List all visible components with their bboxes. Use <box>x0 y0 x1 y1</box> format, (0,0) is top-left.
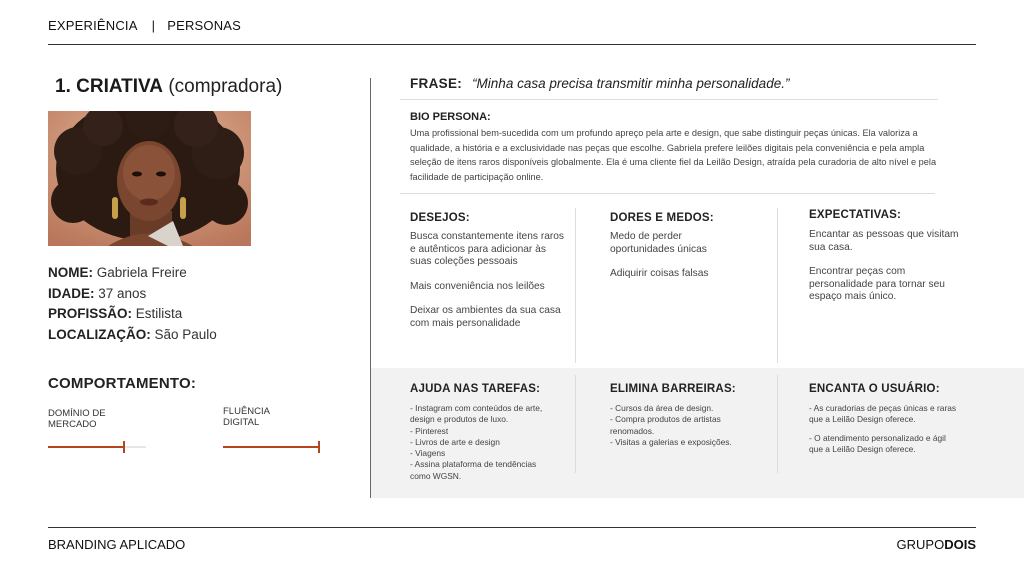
list-item: - O atendimento personalizado e ágil que a Leilão Design oferece. <box>809 432 946 454</box>
skill-bar-digital <box>223 446 320 448</box>
desejos-title: DESEJOS: <box>410 212 470 224</box>
behavior-title: COMPORTAMENTO: <box>48 375 197 392</box>
list-item: - Visitas a galerias e exposições. <box>610 436 732 447</box>
list-item: - Compra produtos de artistas renomados. <box>610 414 721 436</box>
persona-title: 1. CRIATIVA (compradora) <box>55 76 283 97</box>
divider <box>400 99 938 100</box>
column-divider <box>777 208 778 363</box>
brand-logo: GRUPODOIS <box>896 537 976 552</box>
list-item: - Viagens <box>410 448 446 459</box>
list-item: Encantar as pessoas que visitam sua casa. <box>809 229 959 253</box>
frase-quote: “Minha casa precisa transmitir minha personalidade.” <box>472 76 790 91</box>
persona-info <box>48 263 217 345</box>
list-item: - Pinterest <box>410 425 449 436</box>
bio-text: Uma profissional bem-sucedida com um profundo apreço pela arte e design, que sabe distinguir peças únicas. Ela valoriza a qualidade, a história e a exclusividade nas peças que escolhe. Gabriela prefere leilões digitais pela conveniência e pela ampla seleção de itens raros disponíveis globalmente. Ela é uma cliente fiel da Leilão Design, atraída pela curadoria de alto nível e pela facilidade de participação online. <box>410 128 937 182</box>
skill-bar-mercado <box>48 446 146 448</box>
skill-bar-fill <box>223 446 320 448</box>
header <box>48 18 241 33</box>
list-item: Busca constantemente itens raros e autênticos para adicionar às suas coleções pessoais <box>410 231 565 267</box>
skill-bar-fill <box>48 446 125 448</box>
dores-title: DORES E MEDOS: <box>610 212 714 224</box>
footer-rule <box>48 527 976 528</box>
encanta-title: ENCANTA O USUÁRIO: <box>809 383 940 395</box>
column-divider <box>575 375 576 473</box>
frase-label: FRASE: <box>410 76 463 91</box>
column-divider <box>575 208 576 363</box>
skill-bar-marker <box>123 441 125 453</box>
list-item: - Instagram com conteúdos de arte, design e produtos de luxo. <box>410 403 543 425</box>
list-item: Deixar os ambientes da sua casa com mais personalidade <box>410 305 561 329</box>
persona-subtitle: (compradora) <box>168 76 283 97</box>
frase <box>410 76 789 91</box>
list-item: - As curadorias de peças únicas e raras que a Leilão Design oferece. <box>809 403 957 425</box>
elimina-title: ELIMINA BARREIRAS: <box>610 383 736 395</box>
ajuda-list <box>410 403 550 482</box>
header-rule <box>48 44 976 45</box>
elimina-list <box>610 403 760 448</box>
dores-list <box>610 231 740 293</box>
field-idade: IDADE: 37 anos <box>48 285 147 301</box>
list-item: - Assina plataforma de tendências como WGSN. <box>410 459 537 481</box>
column-divider <box>777 375 778 473</box>
expectativas-title: EXPECTATIVAS: <box>809 209 902 221</box>
skill-bar-marker <box>318 441 320 453</box>
persona-photo <box>48 111 251 246</box>
header-separator: | <box>151 18 156 33</box>
divider <box>400 193 935 194</box>
list-item: Encontrar peças com personalidade para tornar seu espaço mais único. <box>809 266 945 302</box>
header-page-label: PERSONAS <box>167 18 242 33</box>
ajuda-title: AJUDA NAS TAREFAS: <box>410 383 541 395</box>
encanta-list <box>809 403 959 455</box>
footer-label: BRANDING APLICADO <box>48 537 186 552</box>
expectativas-list <box>809 229 959 316</box>
desejos-list <box>410 231 565 342</box>
list-item: Medo de perder oportunidades únicas <box>610 231 707 255</box>
skill-label-digital: FLUÊNCIA DIGITAL <box>223 406 270 428</box>
bio-title: BIO PERSONA: <box>410 111 491 123</box>
list-item: Mais conveniência nos leilões <box>410 280 545 292</box>
header-section-label: EXPERIÊNCIA <box>48 18 138 33</box>
field-profissao: PROFISSÃO: Estilista <box>48 306 183 321</box>
list-item: - Livros de arte e design <box>410 436 500 447</box>
field-nome: NOME: Gabriela Freire <box>48 265 187 280</box>
field-localizacao: LOCALIZAÇÃO: São Paulo <box>48 326 217 342</box>
skill-label-mercado: DOMÍNIO DE MERCADO <box>48 408 106 430</box>
list-item: Adiquirir coisas falsas <box>610 268 709 279</box>
list-item: - Cursos da área de design. <box>610 403 714 413</box>
